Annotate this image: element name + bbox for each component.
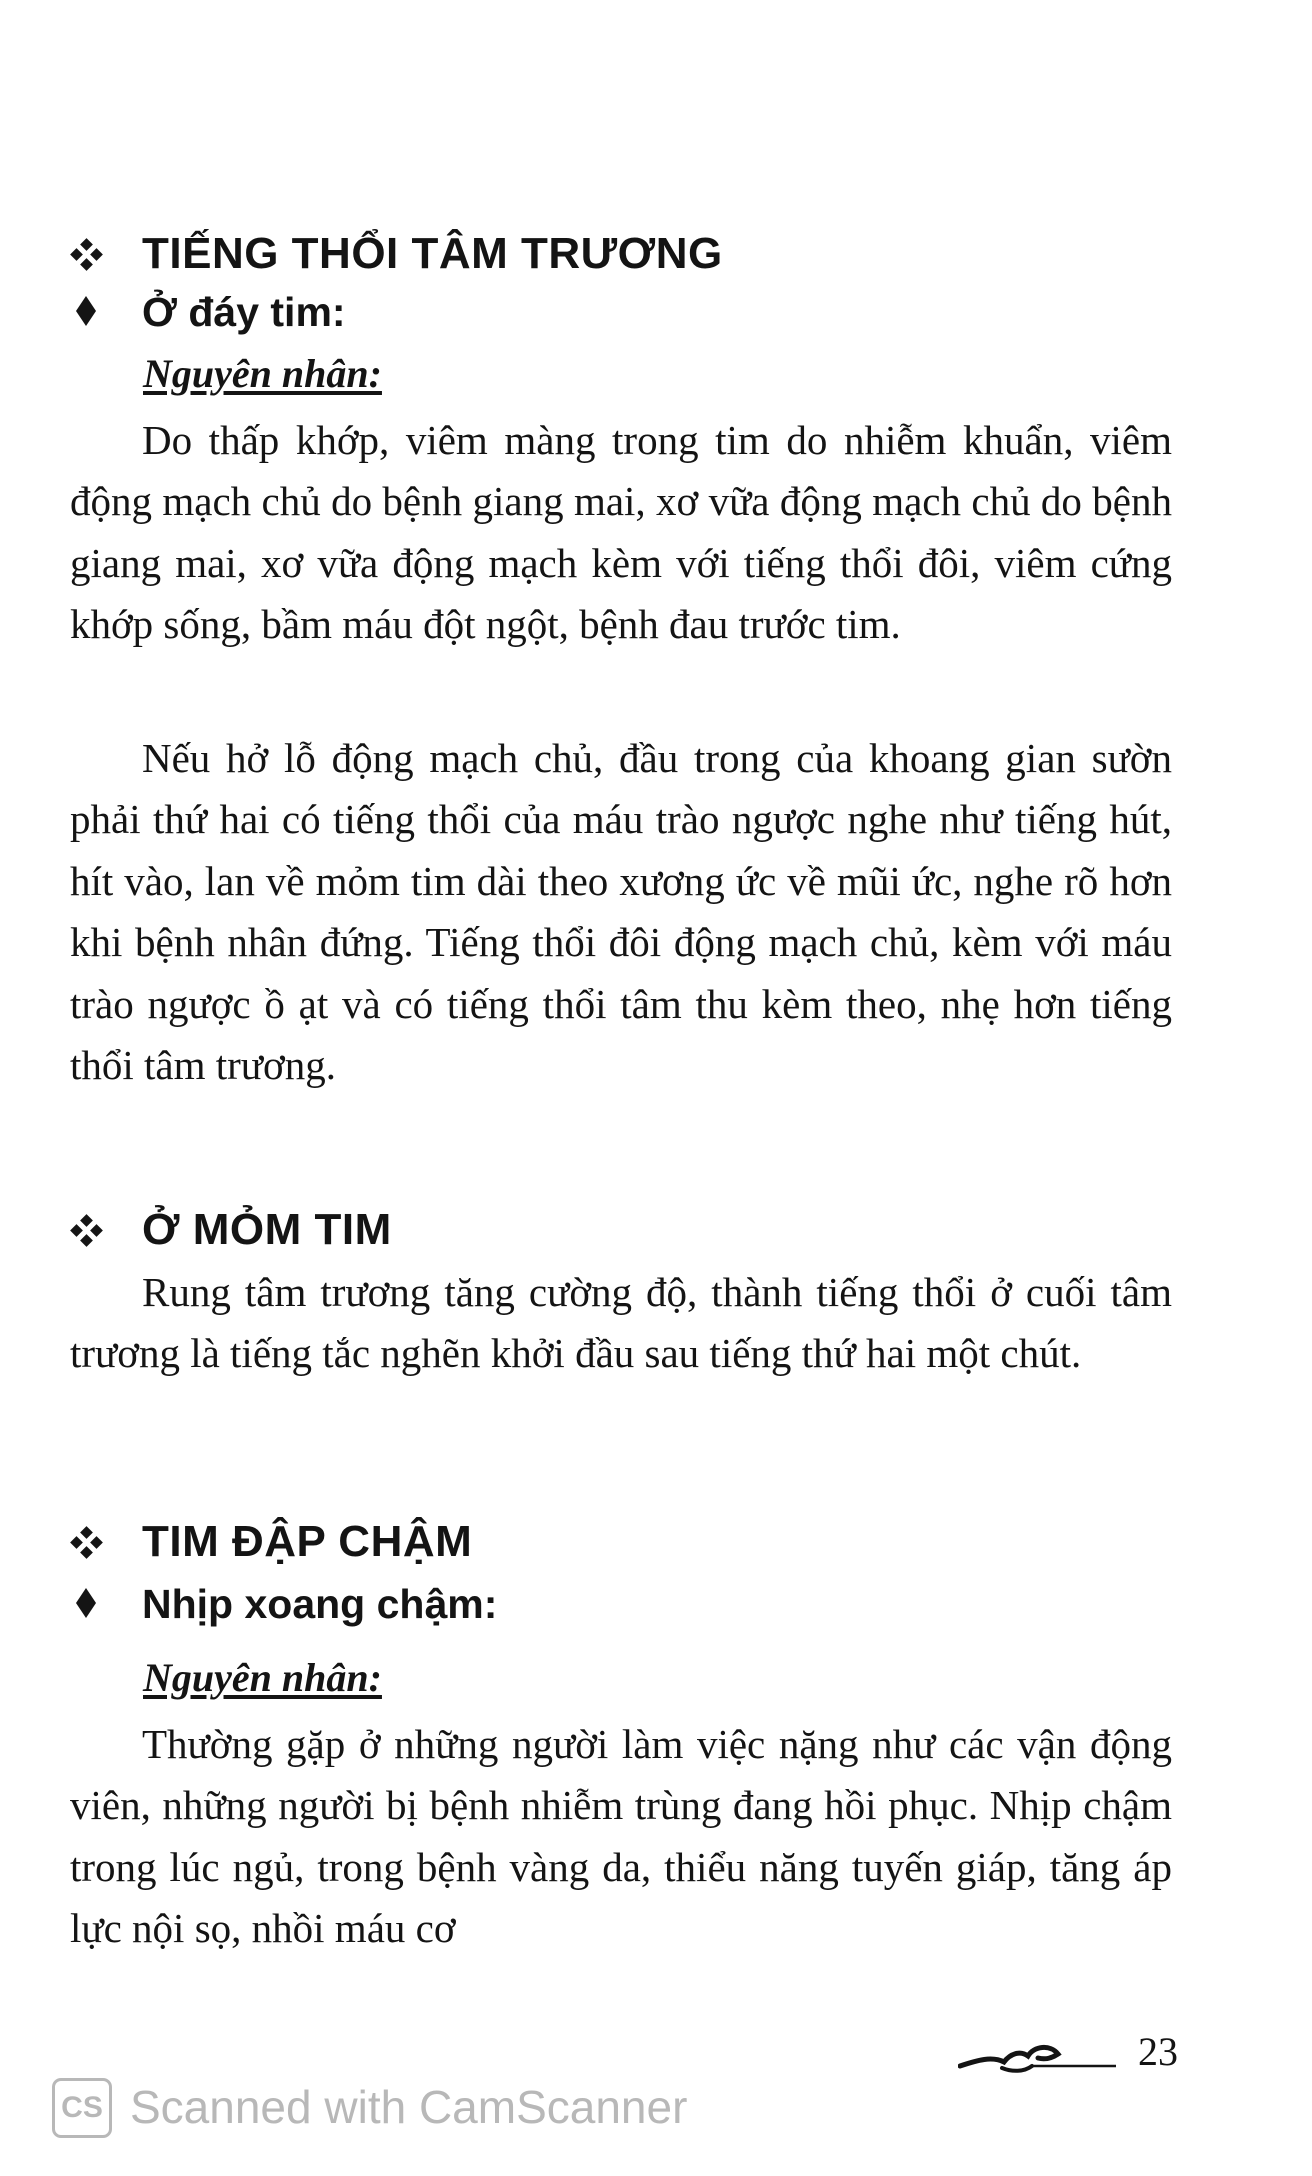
section-heading-text: TIM ĐẬP CHẬM <box>142 1517 473 1566</box>
section-heading-1 <box>72 229 723 278</box>
diamond-bullet-icon <box>76 296 96 326</box>
subheading-1 <box>72 289 346 335</box>
camscanner-logo-icon: CS <box>52 2078 112 2138</box>
section-heading-3 <box>72 1517 473 1566</box>
four-diamond-icon <box>72 1216 102 1246</box>
diamond-bullet-icon <box>76 1588 96 1618</box>
section-heading-text: Ở MỎM TIM <box>142 1205 392 1254</box>
paragraph: Do thấp khớp, viêm màng trong tim do nhiễm khuẩn, viêm động mạch chủ do bệnh giang mai, xơ vữa động mạch chủ do bệnh giang mai, xơ vữa động mạch kèm với tiếng thổi đôi, viêm cứng khớp sống, bầm máu đột ngột, bệnh đau trước tim. <box>70 417 1172 648</box>
section-heading-2 <box>72 1205 392 1254</box>
page-folio <box>958 2029 1178 2082</box>
watermark-text: Scanned with CamScanner <box>130 2081 688 2133</box>
cause-label: Nguyên nhân: <box>143 351 382 396</box>
subheading-3 <box>72 1581 498 1627</box>
subheading-text: Nhịp xoang chậm: <box>142 1581 498 1627</box>
four-diamond-icon <box>72 1528 102 1558</box>
paragraph: Thường gặp ở những người làm việc nặng như các vận động viên, những người bị bệnh nhiễm trùng đang hồi phục. Nhịp chậm trong lúc ngủ, trong bệnh vàng da, thiểu năng tuyến giáp, tăng áp lực nội sọ, nhồi máu cơ <box>70 1721 1172 1952</box>
flourish-ornament-icon <box>958 2032 1118 2082</box>
paragraph: Rung tâm trương tăng cường độ, thành tiếng thổi ở cuối tâm trương là tiếng tắc nghẽn khởi đầu sau tiếng thứ hai một chút. <box>70 1269 1172 1377</box>
page-number: 23 <box>1138 2029 1178 2074</box>
paragraph: Nếu hở lỗ động mạch chủ, đầu trong của khoang gian sườn phải thứ hai có tiếng thổi của máu trào ngược nghe như tiếng hút, hít vào, lan về mỏm tim dài theo xương ức về mũi ức, nghe rõ hơn khi bệnh nhân đứng. Tiếng thổi đôi động mạch chủ, kèm với máu trào ngược ồ ạt và có tiếng thổi tâm thu kèm theo, nhẹ hơn tiếng thổi tâm trương. <box>70 735 1172 1089</box>
four-diamond-icon <box>72 240 102 270</box>
subheading-text: Ở đáy tim: <box>142 289 346 335</box>
section-heading-text: TIẾNG THỔI TÂM TRƯƠNG <box>142 229 723 278</box>
cause-label: Nguyên nhân: <box>143 1655 382 1700</box>
